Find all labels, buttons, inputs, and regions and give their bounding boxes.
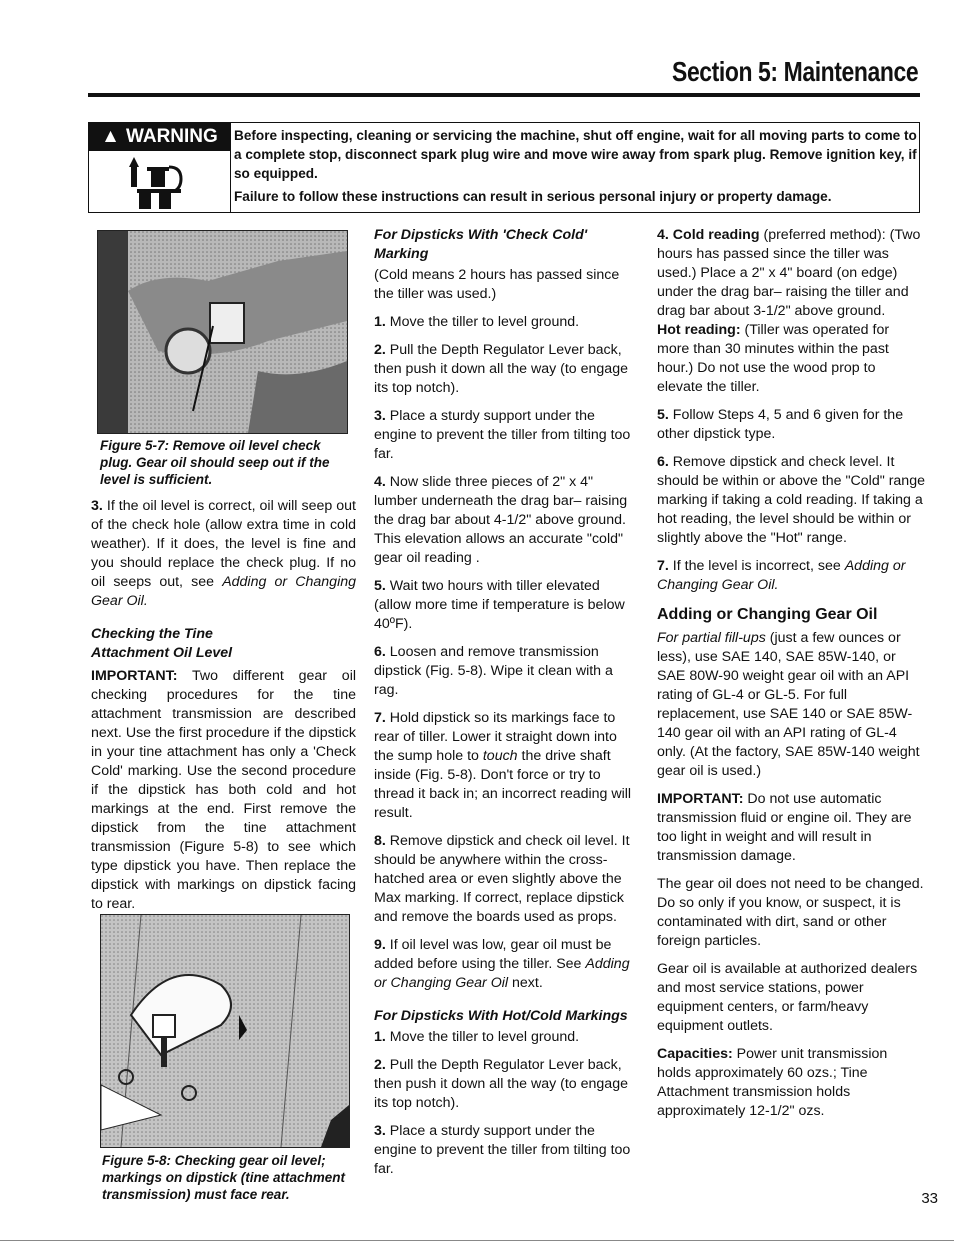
warning-line-1: Before inspecting, cleaning or servicing the machine, shut off engine, wait for all moving parts to come to a complete stop, disconnect spark plug wire and move wire away from spark plug. Remove ignition key, if so equipped. (234, 128, 917, 181)
cold-step-1-text: Move the tiller to level ground. (389, 314, 580, 330)
cold-step-7 (374, 709, 639, 823)
cold-step-5 (374, 577, 639, 634)
important-text: Two different gear oil checking procedures for the tine attachment transmission are described next. Use the first procedure if the dipstick in your tine attachment has only a 'Check Cold' marking. Use the second procedure if the dipstick has both cold and hot markings at the end. First remove the dipstick from the tine attachment transmission (Figure 5-8) to see which type dipstick you have. Then replace the dipstick with markings on dipstick facing to rear. (91, 668, 356, 912)
important-col3-label: IMPORTANT: (657, 791, 744, 807)
warning-triangle-icon: ▲ (101, 126, 120, 147)
hot-step-3-number: 3. (374, 1123, 386, 1139)
hot-step-5 (657, 406, 925, 444)
cold-step-6 (374, 643, 639, 700)
cold-step-9 (374, 936, 639, 993)
hot-step-3-text: Place a sturdy support under the engine to prevent the tiller from tilting too far. (374, 1123, 631, 1177)
warning-badge-label: WARNING (125, 126, 218, 147)
cold-step-5-number: 5. (374, 578, 386, 594)
figure-5-8-photo (100, 914, 350, 1148)
hot-step-1-text: Move the tiller to level ground. (389, 1029, 580, 1045)
hot-reading-text: (Tiller was operated for more than 30 minutes within the past hour.) Do not use the wood prop to elevate the tiller. (657, 322, 890, 395)
warning-box (88, 122, 920, 213)
hot-step-7-number: 7. (657, 558, 669, 574)
header-rule (88, 93, 920, 97)
important-label: IMPORTANT: (91, 668, 178, 684)
cold-step-2-number: 2. (374, 342, 386, 358)
cold-step-2 (374, 341, 639, 398)
cold-step-1-number: 1. (374, 314, 386, 330)
check-cold-intro: (Cold means 2 hours has passed since the tiller was used.) (374, 267, 620, 302)
cold-step-9-end: next. (512, 975, 543, 991)
partial-fill-paragraph (657, 629, 925, 781)
ignition-key-icon (129, 157, 189, 209)
cold-step-8-number: 8. (374, 833, 386, 849)
hot-step-1-number: 1. (374, 1029, 386, 1045)
cold-reading-text: (preferred method): (Two hours has passed since the tiller was used.) Place a 2" x 4" board (on edge) under the drag bar– raising the tiller and drag bar about 3-1/2" above ground. (657, 227, 921, 319)
cold-step-3 (374, 407, 639, 464)
cold-reading-label: Cold reading (672, 227, 760, 243)
warning-badge (89, 123, 230, 151)
page-title: Section 5: Maintenance (671, 56, 918, 87)
step-3-text: If the oil level is correct, oil will seep out of the check hole (allow extra time in cold weather). If it does, the level is fine and you should replace the check plug. If no oil seeps out, see (91, 498, 356, 590)
cold-step-3-number: 3. (374, 408, 386, 424)
hot-step-5-number: 5. (657, 407, 669, 423)
hot-step-7-reference: Adding or Changing Gear Oil. (657, 558, 906, 593)
cold-step-7-text-b: the drive shaft inside (Fig. 5-8). Don't force or try to thread it back in; an incorrect reading will result. (374, 748, 632, 821)
hot-step-4-number: 4. (657, 227, 669, 243)
hot-step-6 (657, 453, 925, 548)
cold-step-2-text: Pull the Depth Regulator Lever back, then push it down all the way (to engage its top notch). (374, 342, 628, 396)
hot-step-6-text: Remove dipstick and check level. It should be within or above the "Cold" range marking if taking a cold reading. If taking a hot reading, the level should be within or slightly above the "Hot" range. (657, 454, 925, 546)
cold-step-4-text: Now slide three pieces of 2" x 4" lumber underneath the drag bar– raising the drag bar about 4-1/2" above ground. This elevation allows an accurate "cold" gear oil reading . (374, 474, 628, 566)
warning-text (234, 126, 919, 206)
important-paragraph (91, 667, 356, 914)
checking-tine-heading-line-2: Attachment Oil Level (91, 645, 233, 661)
cold-step-5-text: Wait two hours with tiller elevated (allow more time if temperature is below 40ºF). (374, 578, 625, 632)
capacities-text: Power unit transmission holds approximately 60 ozs.; Tine Attachment transmission holds approximately 12-1/2" ozs. (657, 1046, 888, 1119)
warning-line-2: Failure to follow these instructions can result in serious personal injury or property damage. (234, 189, 832, 204)
hot-step-7-text: If the level is incorrect, see (672, 558, 841, 574)
cold-step-7-number: 7. (374, 710, 386, 726)
cold-step-7-touch: touch (482, 748, 518, 764)
change-paragraph: The gear oil does not need to be changed. Do so only if you know, or suspect, it is contaminated with dirt, sand or other foreign particles. (657, 876, 924, 949)
hot-step-7 (657, 557, 925, 595)
cold-step-4 (374, 473, 639, 568)
column-1-text (91, 497, 356, 923)
hot-step-5-text: Follow Steps 4, 5 and 6 given for the other dipstick type. (657, 407, 904, 442)
cold-step-7-text-a: Hold dipstick so its markings face to rear of tiller. Lower it straight down into the sump hole to (374, 710, 617, 764)
capacities-label: Capacities: (657, 1046, 733, 1062)
cold-step-6-number: 6. (374, 644, 386, 660)
hot-step-4 (657, 226, 925, 397)
hot-reading-label: Hot reading: (657, 322, 741, 338)
footer-rule (0, 1240, 954, 1241)
hot-step-2-number: 2. (374, 1057, 386, 1073)
figure-5-7-caption: Figure 5-7: Remove oil level check plug. Gear oil should seep out if the level is sufficient. (100, 438, 330, 487)
important-col3-text: Do not use automatic transmission fluid or engine oil. They are too light in weight and will result in transmission damage. (657, 791, 912, 864)
column-2-text (374, 226, 639, 1188)
capacities-paragraph (657, 1045, 925, 1121)
cold-step-6-text: Loosen and remove transmission dipstick (Fig. 5-8). Wipe it clean with a rag. (374, 644, 613, 698)
step-3-paragraph (91, 497, 356, 611)
figure-5-7-photo (97, 230, 348, 434)
cold-step-1 (374, 313, 639, 332)
hot-step-3 (374, 1122, 639, 1179)
partial-fill-label: For partial fill-ups (657, 630, 766, 646)
step-3-number: 3. (91, 498, 103, 514)
cold-step-3-text: Place a sturdy support under the engine to prevent the tiller from tilting too far. (374, 408, 631, 462)
partial-fill-text: (just a few ounces or less), use SAE 140, SAE 85W-140, or SAE 80W-90 weight gear oil with an API rating of GL-4 or GL-5. For full replacement, use SAE 140 or SAE 85W-140 gear oil with an API rating of GL-4 only. (At the factory, SAE 85W-140 weight gear oil is used.) (657, 630, 920, 779)
step-3-reference: Adding or Changing Gear Oil. (91, 574, 357, 609)
cold-step-9-reference: Adding or Changing Gear Oil (374, 956, 630, 991)
checking-tine-heading (91, 625, 356, 663)
hot-step-6-number: 6. (657, 454, 669, 470)
hot-step-2 (374, 1056, 639, 1113)
hot-step-1 (374, 1028, 639, 1047)
important-col3-paragraph (657, 790, 925, 866)
check-cold-heading: For Dipsticks With 'Check Cold' Marking (374, 227, 588, 262)
cold-step-8-text: Remove dipstick and check oil level. It should be anywhere within the cross-hatched area or even slightly above the Max marking. If correct, replace dipstick and remove the boards used as props. (374, 833, 630, 925)
checking-tine-heading-line-1: Checking the Tine (91, 626, 213, 642)
adding-changing-heading: Adding or Changing Gear Oil (657, 606, 878, 623)
cold-step-4-number: 4. (374, 474, 386, 490)
column-3-text (657, 226, 925, 1130)
cold-step-8 (374, 832, 639, 927)
availability-paragraph: Gear oil is available at authorized dealers and most service stations, power equipment centers, or farm/heavy equipment outlets. (657, 961, 918, 1034)
hot-step-2-text: Pull the Depth Regulator Lever back, then push it down all the way (to engage its top notch). (374, 1057, 628, 1111)
cold-step-9-text: If oil level was low, gear oil must be added before using the tiller. See (374, 937, 612, 972)
figure-5-8-caption: Figure 5-8: Checking gear oil level; markings on dipstick (tine attachment transmission) must face rear. (102, 1153, 346, 1202)
cold-step-9-number: 9. (374, 937, 386, 953)
page-number: 33 (921, 1190, 938, 1207)
warning-icon-panel (89, 123, 231, 212)
hot-cold-heading: For Dipsticks With Hot/Cold Markings (374, 1008, 628, 1024)
